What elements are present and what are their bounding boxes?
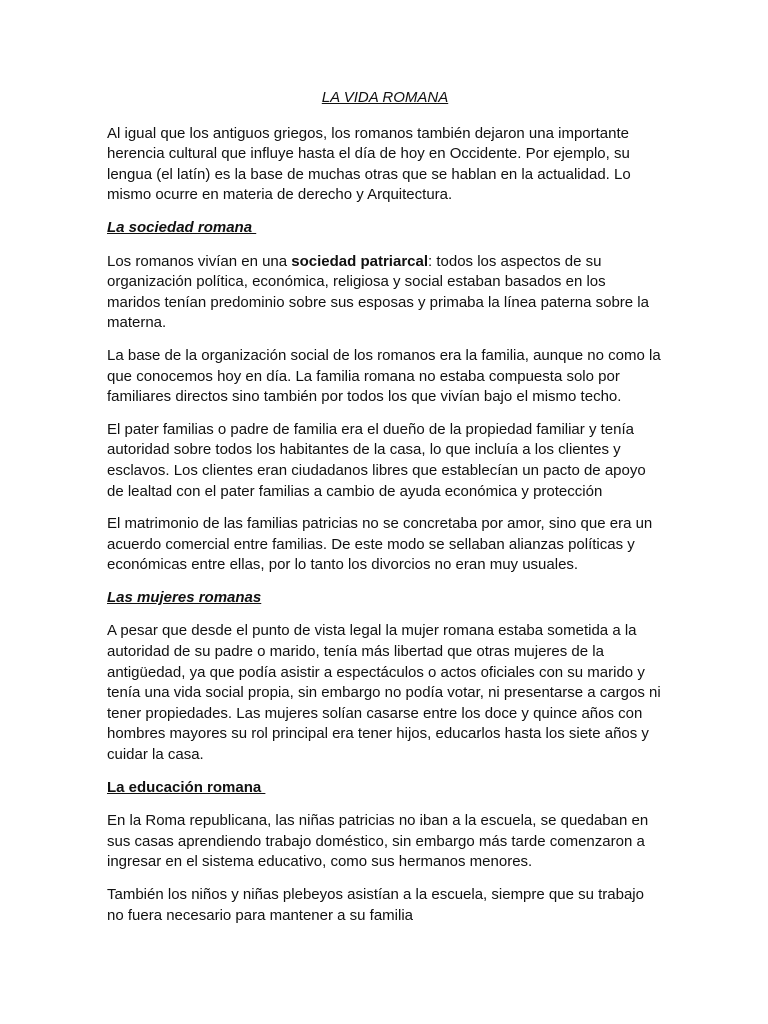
paragraph-familia: La base de la organización social de los romanos era la familia, aunque no como la que conocemos hoy en día. La familia romana no estaba compuesta solo por familiares directos sino también por todos los que vivían bajo el mismo techo.	[107, 346, 661, 406]
bold-term: sociedad patriarcal	[291, 252, 429, 270]
paragraph-mujeres: A pesar que desde el punto de vista legal la mujer romana estaba sometida a la autoridad de su padre o marido, tenía más libertad que otras mujeres de la antigüedad, ya que podía asistir a espectáculos o actos oficiales con su marido y tenía una vida social propia, sin embargo no podía votar, ni presentarse a cargos ni tener propiedades. Las mujeres solían casarse entre los doce y quince años con hombres mayores su rol principal era tener hijos, educarlos hasta los siete años y cuidar la casa.	[107, 622, 661, 764]
paragraph-text-end: : todos los aspectos de su organización política, económica, religiosa y social estaban basados en los maridos tenían predominio sobre sus esposas y primaba la línea paterna sobre la materna.	[107, 252, 649, 332]
document-title: LA VIDA ROMANA	[321, 89, 449, 106]
intro-paragraph: Al igual que los antiguos griegos, los romanos también dejaron una importante herencia cultural que influye hasta el día de hoy en Occidente. Por ejemplo, su lengua (el latín) es la base de muchas otras que se hablan en la actualidad. Lo mismo ocurre en materia de derecho y Arquitectura.	[107, 124, 631, 204]
document-body	[107, 88, 663, 938]
paragraph-text-start: Los romanos vivían en una	[107, 252, 292, 270]
section-heading-educacion: La educación romana	[107, 778, 266, 796]
paragraph-roma-republicana: En la Roma republicana, las niñas patricias no iban a la escuela, se quedaban en sus casas aprendiendo trabajo doméstico, sin embargo más tarde comenzaron a ingresar en el sistema educativo, como sus hermanos menores.	[107, 812, 649, 871]
paragraph-matrimonio: El matrimonio de las familias patricias no se concretaba por amor, sino que era un acuerdo comercial entre familias. De este modo se sellaban alianzas políticas y económicas entre ellas, por lo tanto los divorcios no eran muy usuales.	[107, 515, 653, 574]
paragraph-sociedad-patriarcal	[107, 252, 663, 334]
paragraph-plebeyos: También los niños y niñas plebeyos asistían a la escuela, siempre que su trabajo no fuera necesario para mantener a su familia	[107, 886, 644, 924]
section-heading-mujeres: Las mujeres romanas	[107, 588, 262, 606]
section-heading-sociedad: La sociedad romana	[107, 218, 257, 236]
paragraph-pater-familias: El pater familias o padre de familia era el dueño de la propiedad familiar y tenía autoridad sobre todos los habitantes de la casa, lo que incluía a los clientes y esclavos. Los clientes eran ciudadanos libres que establecían un pacto de apoyo de lealtad con el pater familias a cambio de ayuda económica y protección	[107, 420, 646, 500]
